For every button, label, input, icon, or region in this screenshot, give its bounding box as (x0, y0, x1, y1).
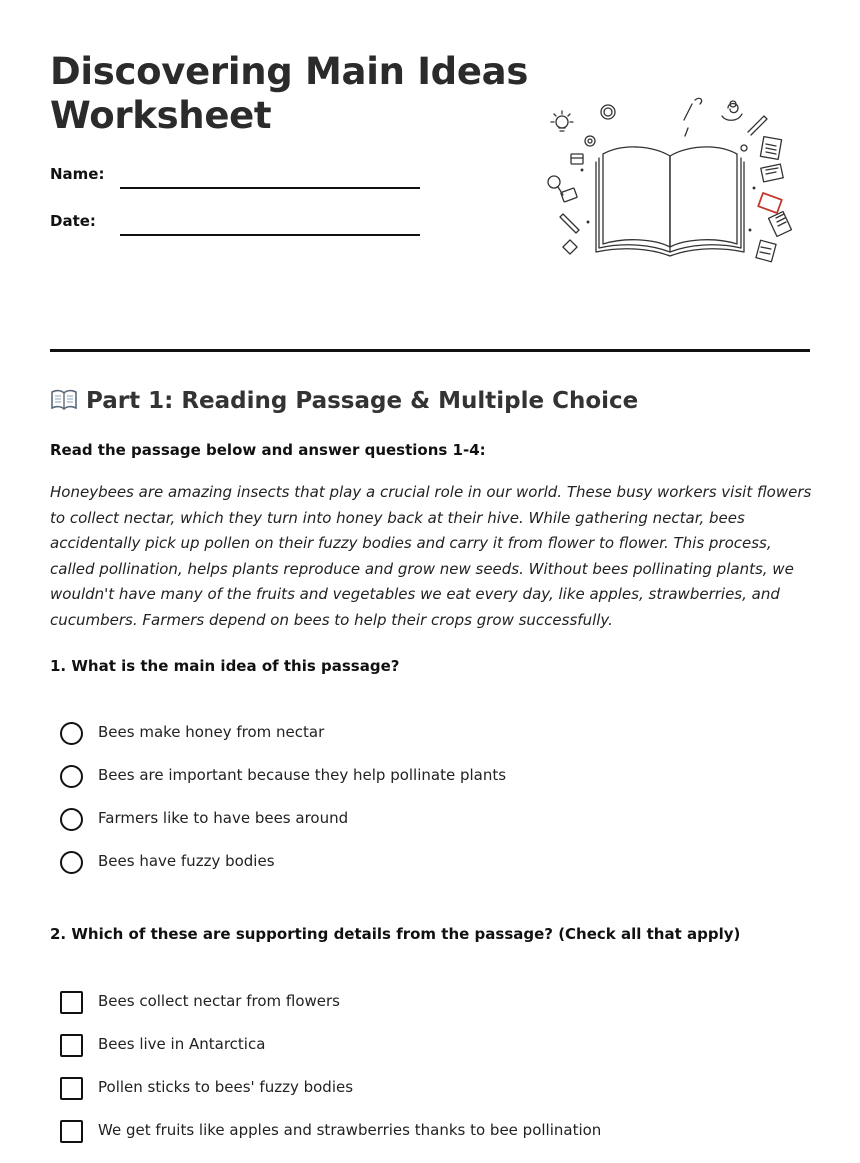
reading-passage: Honeybees are amazing insects that play a crucial role in our world. These busy workers visit flowers to collect nectar, which they turn into honey back at their hive. While gathering nectar, bees accidentally pick up pollen on their fuzzy bodies and carry it from flower to flower. This process, called pollination, helps plants reproduce and grow new seeds. Without bees pollinating plants, we wouldn't have many of the fruits and vegetables we eat every day, like apples, strawberries, and cucumbers. Farmers depend on bees to help their crops grow successfully. (50, 483, 812, 629)
question-1: 1. What is the main idea of this passage? (50, 657, 400, 675)
radio-button[interactable] (60, 765, 83, 788)
option-label: Farmers like to have bees around (98, 809, 349, 827)
passage-instruction: Read the passage below and answer questions 1-4: (50, 441, 486, 459)
option-label: Bees make honey from nectar (98, 723, 325, 741)
option-label: Pollen sticks to bees' fuzzy bodies (98, 1078, 354, 1096)
part1-heading-text: Part 1: Reading Passage & Multiple Choice (86, 388, 639, 414)
question-2: 2. Which of these are supporting details from the passage? (Check all that apply) (50, 925, 741, 943)
checkbox[interactable] (60, 1034, 83, 1057)
checkbox[interactable] (60, 991, 83, 1014)
title-line-2: Worksheet (50, 94, 272, 137)
option-label: Bees have fuzzy bodies (98, 852, 275, 870)
option-label: We get fruits like apples and strawberries thanks to bee pollination (98, 1121, 602, 1139)
checkbox[interactable] (60, 1077, 83, 1100)
option-label: Bees collect nectar from flowers (98, 992, 340, 1010)
checkbox[interactable] (60, 1120, 83, 1143)
open-book-icon (50, 389, 78, 411)
name-label: Name: (50, 165, 105, 183)
date-input-line[interactable] (120, 234, 420, 236)
part1-heading (50, 388, 638, 414)
name-input-line[interactable] (120, 187, 420, 189)
radio-button[interactable] (60, 808, 83, 831)
option-label: Bees live in Antarctica (98, 1035, 266, 1053)
radio-button[interactable] (60, 722, 83, 745)
open-book-illustration (540, 92, 810, 264)
title-line-1: Discovering Main Ideas (50, 50, 529, 93)
worksheet-title (50, 50, 528, 138)
option-label: Bees are important because they help pollinate plants (98, 766, 507, 784)
radio-button[interactable] (60, 851, 83, 874)
date-label: Date: (50, 212, 96, 230)
section-divider (50, 349, 810, 352)
